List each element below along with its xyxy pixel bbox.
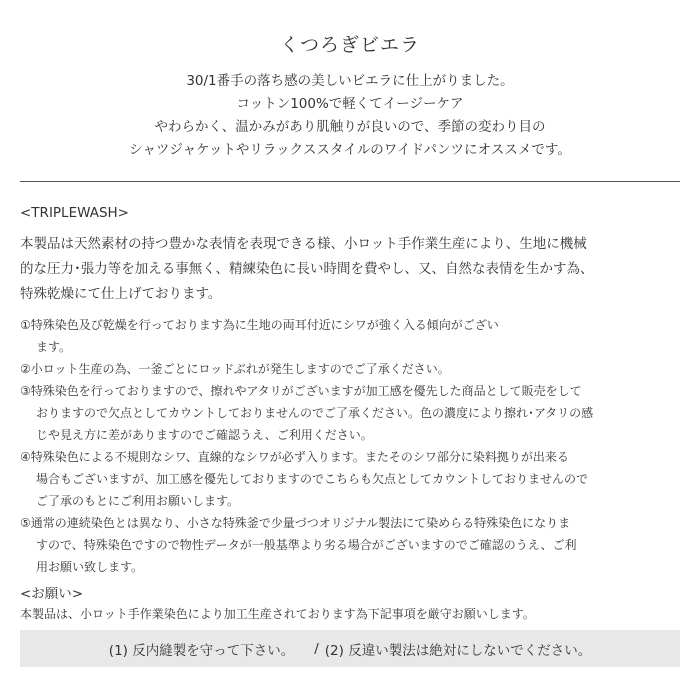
- request-heading: <お願い>: [20, 586, 84, 602]
- paragraph-line: 的な圧力･張力等を加える事無く、精練染色に長い時間を費やし、又、自然な表情を生かす為、: [20, 261, 594, 277]
- note-item-1: ①特殊染色及び乾燥を行っております為に生地の両耳付近にシワが強く入る傾向がござい: [20, 318, 499, 332]
- note-item-4-cont: ご了承のもとにご利用お願いします。: [36, 494, 240, 508]
- intro-line: 30/1番手の落ち感の美しいビエラに仕上がりました。: [186, 73, 514, 89]
- request-text: 本製品は、小ロット手作業染色により加工生産されております為下記事項を厳守お願いします。: [20, 607, 535, 621]
- care-separator: /: [314, 640, 319, 657]
- care-instruction-1: (1) 反内縫製を守って下さい。: [108, 642, 295, 659]
- care-instructions-box: [20, 630, 680, 667]
- triplewash-paragraph: [20, 232, 684, 307]
- intro-text: [0, 70, 700, 162]
- care-instruction-2: (2) 反違い製法は絶対にしないでください。: [324, 642, 592, 659]
- triplewash-heading: <TRIPLEWASH>: [20, 205, 129, 221]
- note-item-5-cont: 用お願い致します。: [36, 560, 144, 574]
- section-divider: [20, 181, 680, 182]
- paragraph-line: 特殊乾燥にて仕上げております。: [20, 286, 222, 302]
- note-item-4: ④特殊染色による不規則なシワ、直線的なシワが必ず入ります。またそのシワ部分に染料拠りが出来る: [20, 450, 569, 464]
- note-item-4-cont: 場合もございますが、加工感を優先しておりますのでこちらも欠点としてカウントしておりませんので: [36, 472, 589, 486]
- notes-list: [20, 314, 684, 578]
- note-item-5-cont: すので、特殊染色ですので物性データが一般基準より劣る場合がございますのでご確認のうえ、ご利: [36, 538, 577, 552]
- note-item-1-cont: ます。: [36, 340, 72, 354]
- note-item-2: ②小ロット生産の為、一釜ごとにロッドぶれが発生しますのでご了承ください。: [20, 362, 450, 376]
- note-item-3: ③特殊染色を行っておりますので、擦れやアタリがございますが加工感を優先した商品として販売をして: [20, 384, 582, 398]
- intro-line: シャツジャケットやリラックススタイルのワイドパンツにオススメです。: [129, 142, 571, 158]
- note-item-3-cont: おりますので欠点としてカウントしておりませんのでご了承ください。色の濃度により擦れ･アタリの感: [36, 406, 594, 420]
- intro-line: やわらかく、温かみがあり肌触りが良いので、季節の変わり目の: [154, 119, 546, 135]
- note-item-5: ⑤通常の連続染色とは異なり、小さな特殊釜で少量づつオリジナル製法にて染めらる特殊染色になりま: [20, 516, 571, 530]
- product-title: くつろぎビエラ: [279, 34, 420, 56]
- paragraph-line: 本製品は天然素材の持つ豊かな表情を表現できる様、小ロット手作業生産により、生地に機械: [20, 236, 587, 252]
- intro-line: コットン100%で軽くてイージーケア: [236, 96, 464, 112]
- note-item-3-cont: じや見え方に差がありますのでご確認うえ、ご利用ください。: [36, 428, 373, 442]
